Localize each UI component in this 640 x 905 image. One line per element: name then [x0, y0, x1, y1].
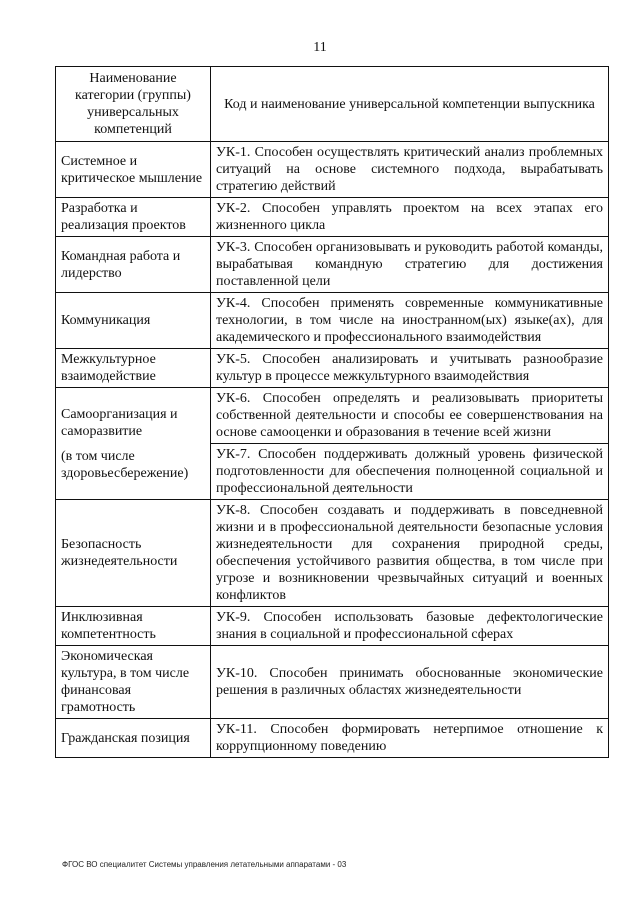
category-cell: Экономическая культура, в том числе финансовая грамотность: [56, 646, 211, 719]
table-row: [56, 349, 609, 388]
table-row: [56, 646, 609, 719]
category-cell: Коммуникация: [56, 293, 211, 349]
competence-cell: УК-10. Способен принимать обоснованные экономические решения в различных областях жизнедеятельности: [211, 646, 609, 719]
table-row: [56, 607, 609, 646]
table-row: [56, 198, 609, 237]
competence-cell: УК-11. Способен формировать нетерпимое отношение к коррупционному поведению: [211, 719, 609, 758]
category-cell: Безопасность жизнедеятельности: [56, 500, 211, 607]
category-cell: Инклюзивная компетентность: [56, 607, 211, 646]
competence-cell: УК-1. Способен осуществлять критический анализ проблемных ситуаций на основе системного подхода, вырабатывать стратегию действий: [211, 142, 609, 198]
table-row: [56, 293, 609, 349]
category-note: (в том числе здоровьесбережение): [61, 448, 189, 481]
competence-cell: УК-5. Способен анализировать и учитывать разнообразие культур в процессе межкультурного взаимодействия: [211, 349, 609, 388]
competence-cell: УК-3. Способен организовывать и руководить работой команды, вырабатывая командную стратегию для достижения поставленной цели: [211, 237, 609, 293]
table-row: [56, 388, 609, 444]
competence-cell: УК-9. Способен использовать базовые дефектологические знания в социальной и профессиональной сферах: [211, 607, 609, 646]
category-cell: Разработка и реализация проектов: [56, 198, 211, 237]
category-cell: Межкультурное взаимодействие: [56, 349, 211, 388]
competence-cell: УК-4. Способен применять современные коммуникативные технологии, в том числе на иностранном(ых) языке(ах), для академического и профессионального взаимодействия: [211, 293, 609, 349]
category-cell: Гражданская позиция: [56, 719, 211, 758]
table-row: [56, 142, 609, 198]
category-cell: Командная работа и лидерство: [56, 237, 211, 293]
category-title: Самоорганизация и саморазвитие: [61, 406, 178, 439]
table-row: [56, 237, 609, 293]
table-row: [56, 719, 609, 758]
competencies-table: [55, 66, 609, 758]
table-row: [56, 500, 609, 607]
category-cell: [56, 388, 211, 500]
header-category: Наименование категории (группы) универсальных компетенций: [56, 67, 211, 142]
category-cell: Системное и критическое мышление: [56, 142, 211, 198]
table-header-row: [56, 67, 609, 142]
header-competence: Код и наименование универсальной компетенции выпускника: [211, 67, 609, 142]
competence-cell: УК-7. Способен поддерживать должный уровень физической подготовленности для обеспечения полноценной социальной и профессиональной деятельности: [211, 444, 609, 500]
page-number: 11: [313, 40, 327, 55]
competence-cell: УК-6. Способен определять и реализовывать приоритеты собственной деятельности и способы ее совершенствования на основе самооценки и образования в течение всей жизни: [211, 388, 609, 444]
competence-cell: УК-2. Способен управлять проектом на всех этапах его жизненного цикла: [211, 198, 609, 237]
page-footer: ФГОС ВО специалитет Системы управления летательными аппаратами - 03: [62, 860, 347, 869]
competence-cell: УК-8. Способен создавать и поддерживать в повседневной жизни и в профессиональной деятельности безопасные условия жизнедеятельности для сохранения природной среды, обеспечения устойчивого развития общества, в том числе при угрозе и возникновении чрезвычайных ситуаций и военных конфликтов: [211, 500, 609, 607]
